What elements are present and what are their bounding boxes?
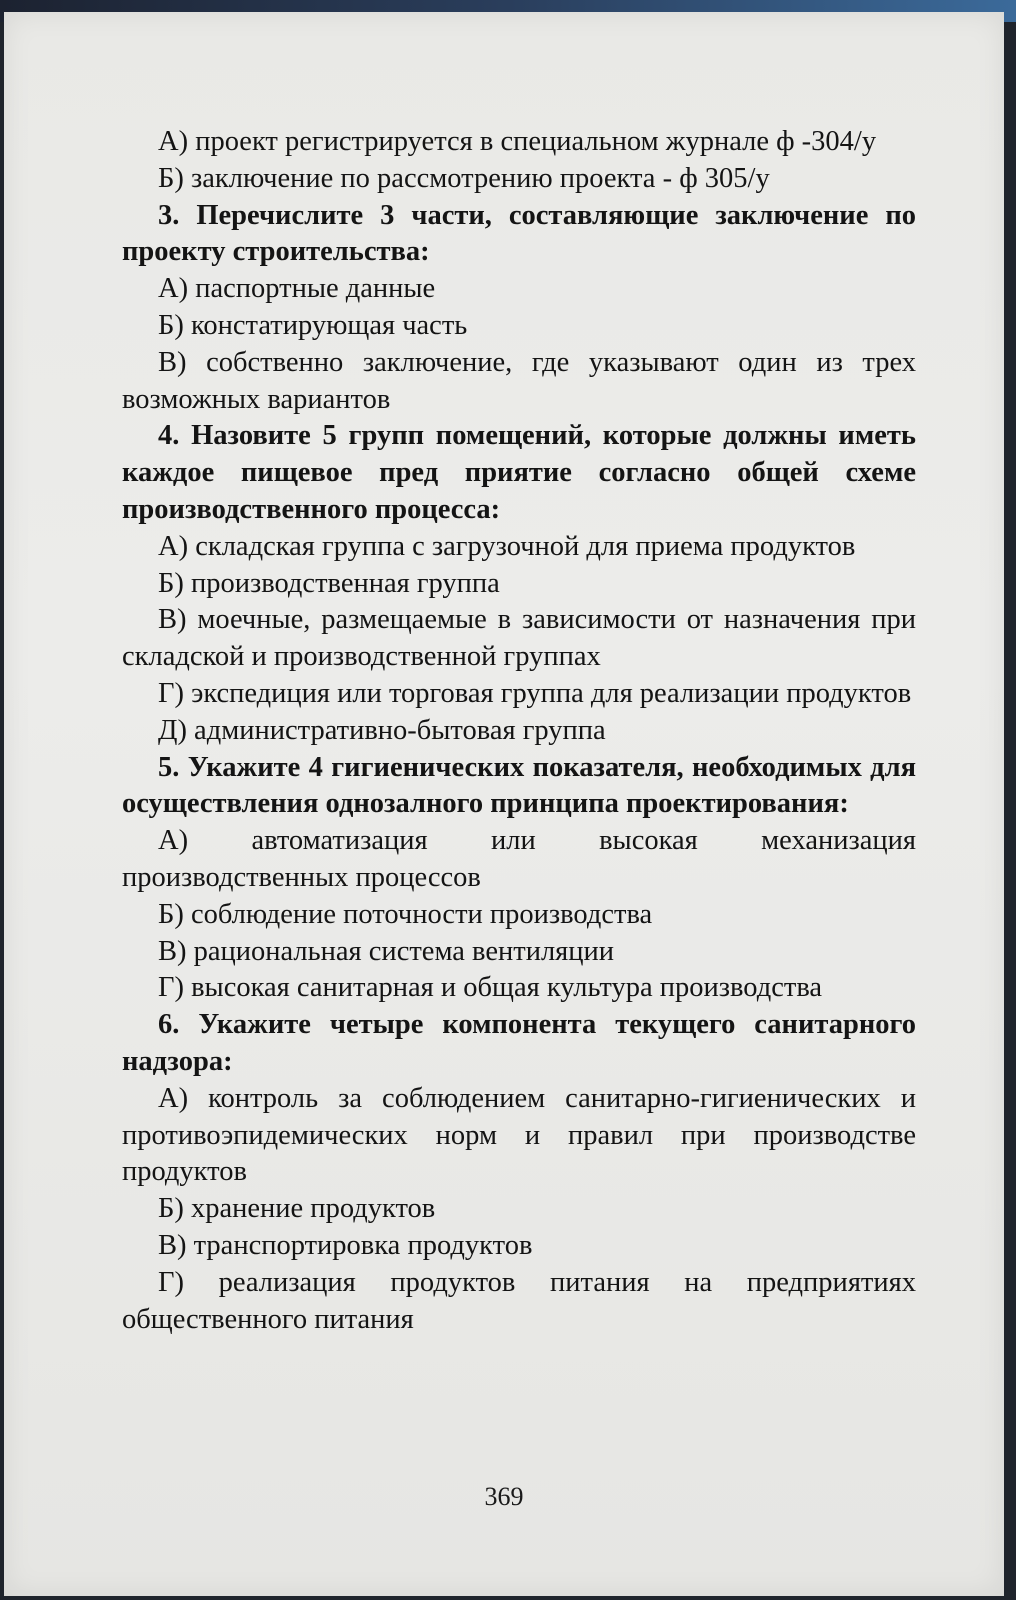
answer-line: Б) производственная группа	[158, 567, 500, 599]
answer-line: Г) высокая санитарная и общая культура производства	[158, 972, 823, 1004]
answer-line: В) моечные, размещаемые в зависимости от назначения при складской и производственной группах	[122, 604, 916, 673]
answer-line: Д) административно-бытовая группа	[158, 714, 606, 746]
answer-line: Г) реализация продуктов питания на предприятиях общественного питания	[122, 1266, 916, 1335]
answer-line: А) контроль за соблюдением санитарно-гигиенических и противоэпидемических норм и правил при производстве продуктов	[122, 1082, 916, 1188]
answer-line: Б) хранение продуктов	[158, 1193, 436, 1225]
answer-line: В) собственно заключение, где указывают один из трех возможных вариантов	[122, 346, 916, 415]
answer-line: В) транспортировка продуктов	[158, 1229, 533, 1261]
question-heading: 5. Укажите 4 гигиенических показателя, необходимых для осуществления однозалного принципа проектирования:	[122, 751, 916, 820]
answer-line: А) складская группа с загрузочной для приема продуктов	[158, 530, 856, 562]
answer-line: А) проект регистрируется в специальном журнале ф -304/у	[158, 126, 877, 157]
question-heading: 4. Назовите 5 групп помещений, которые должны иметь каждое пищевое пред приятие согласно общей схеме производственного процесса:	[122, 420, 916, 525]
page-text	[122, 124, 916, 1338]
question-heading: 3. Перечислите 3 части, составляющие заключение по проекту строительства:	[122, 199, 916, 268]
answer-line: Б) соблюдение поточности производства	[158, 898, 653, 930]
answer-line: В) рациональная система вентиляции	[158, 935, 615, 967]
question-heading: 6. Укажите четыре компонента текущего санитарного надзора:	[122, 1009, 916, 1077]
answer-line: Б) заключение по рассмотрению проекта - ф 305/у	[158, 162, 770, 194]
book-page	[4, 12, 1004, 1596]
answer-line: Г) экспедиция или торговая группа для реализации продуктов	[158, 677, 912, 709]
answer-line: А) паспортные данные	[158, 273, 436, 305]
answer-line: А) автоматизация или высокая механизация производственных процессов	[122, 825, 916, 893]
answer-line: Б) констатирующая часть	[158, 309, 468, 341]
page-number: 369	[484, 1482, 524, 1511]
